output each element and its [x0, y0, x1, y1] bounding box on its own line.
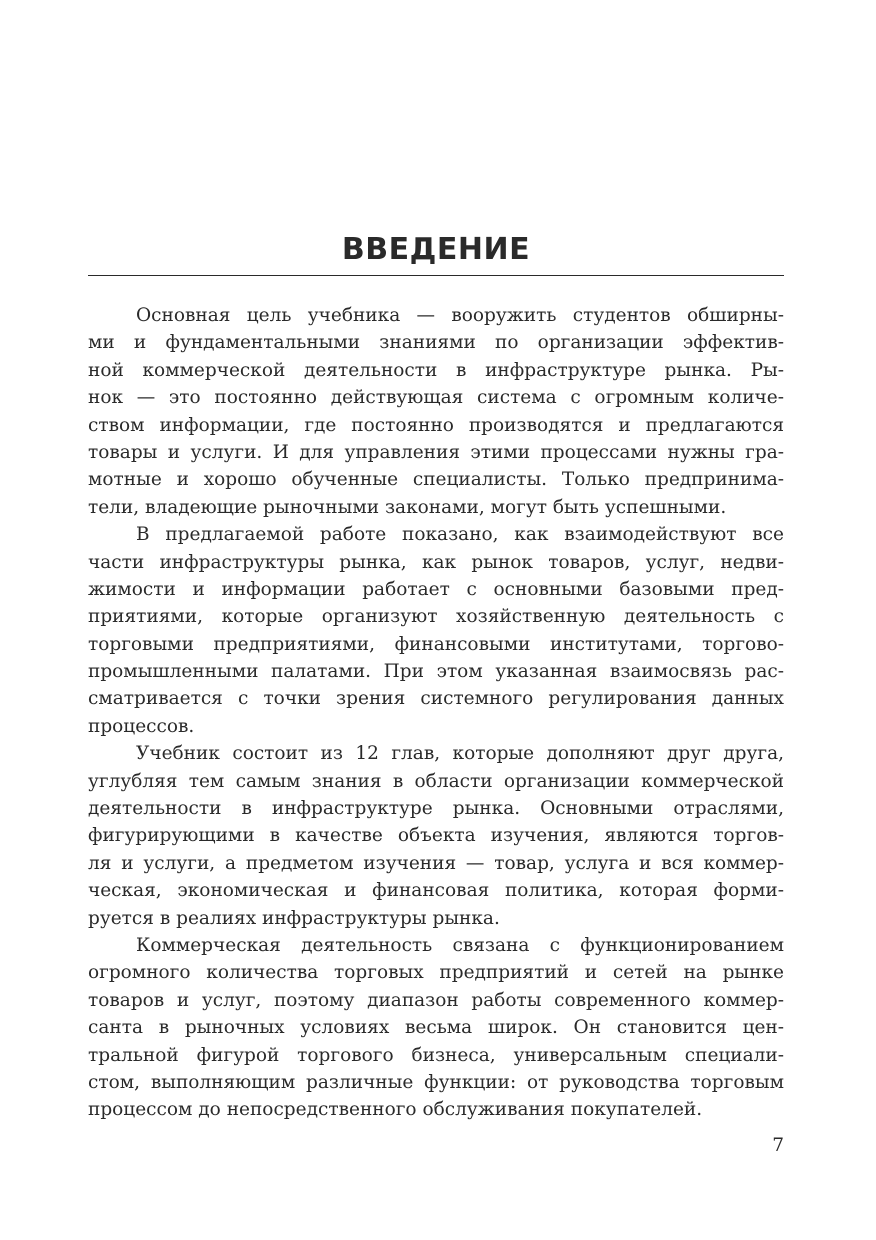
paragraph-4 [88, 932, 784, 1124]
text-line: Учебник состоит из 12 глав, которые дополняют друг друга, [136, 743, 784, 765]
text-line: жимости и информации работает с основными базовыми пред- [88, 578, 784, 600]
text-line: огромного количества торговых предприятий и сетей на рынке [88, 962, 784, 984]
text-line: тральной фигурой торгового бизнеса, универсальным специали- [88, 1044, 784, 1066]
text-line: процессом до непосредственного обслуживания покупателей. [88, 1099, 703, 1121]
text-line: Коммерческая деятельность связана с функционированием [136, 934, 784, 956]
text-line: торговыми предприятиями, финансовыми институтами, торгово- [88, 633, 784, 655]
text-line: фигурирующими в качестве объекта изучения, являются торгов- [88, 825, 784, 847]
text-line: товаров и услуг, поэтому диапазон работы современного коммер- [88, 989, 784, 1011]
text-line: тели, владеющие рыночными законами, могут быть успешными. [88, 496, 727, 518]
text-line: ческая, экономическая и финансовая политика, которая форми- [88, 880, 784, 902]
text-line: части инфраструктуры рынка, как рынок товаров, услуг, недви- [88, 551, 784, 573]
text-line: руется в реалиях инфраструктуры рынка. [88, 907, 500, 929]
text-line: В предлагаемой работе показано, как взаимодействуют все [136, 524, 784, 546]
text-line: сматривается с точки зрения системного регулирования данных [88, 688, 784, 710]
text-line: ми и фундаментальными знаниями по организации эффектив- [88, 332, 784, 354]
chapter-heading: ВВЕДЕНИЕ [341, 232, 531, 267]
text-line: приятиями, которые организуют хозяйственную деятельность с [88, 606, 784, 628]
body-text [88, 302, 784, 1124]
text-line: промышленными палатами. При этом указанная взаимосвязь рас- [88, 661, 784, 683]
text-line: нок — это постоянно действующая система с огромным количе- [88, 387, 784, 409]
text-line: ля и услуги, а предметом изучения — товар, услуга и вся коммер- [88, 852, 784, 874]
text-line: процессов. [88, 715, 195, 737]
text-line: товары и услуги. И для управления этими процессами нужны гра- [88, 441, 784, 463]
text-line: деятельности в инфраструктуре рынка. Основными отраслями, [88, 798, 784, 820]
text-line: мотные и хорошо обученные специалисты. Только предпринима- [88, 469, 784, 491]
paragraph-1 [88, 302, 784, 521]
text-line: ством информации, где постоянно производятся и предлагаются [88, 414, 784, 436]
text-line: ной коммерческой деятельности в инфраструктуре рынка. Ры- [88, 359, 784, 381]
heading-rule [88, 275, 784, 276]
text-line: Основная цель учебника — вооружить студентов обширны- [136, 305, 784, 326]
page-number: 7 [772, 1135, 784, 1156]
text-line: углубляя тем самым знания в области организации коммерческой [88, 770, 784, 792]
paragraph-2 [88, 521, 784, 740]
text-line: стом, выполняющим различные функции: от руководства торговым [88, 1071, 784, 1093]
paragraph-3 [88, 740, 784, 932]
text-line: санта в рыночных условиях весьма широк. Он становится цен- [88, 1017, 784, 1039]
